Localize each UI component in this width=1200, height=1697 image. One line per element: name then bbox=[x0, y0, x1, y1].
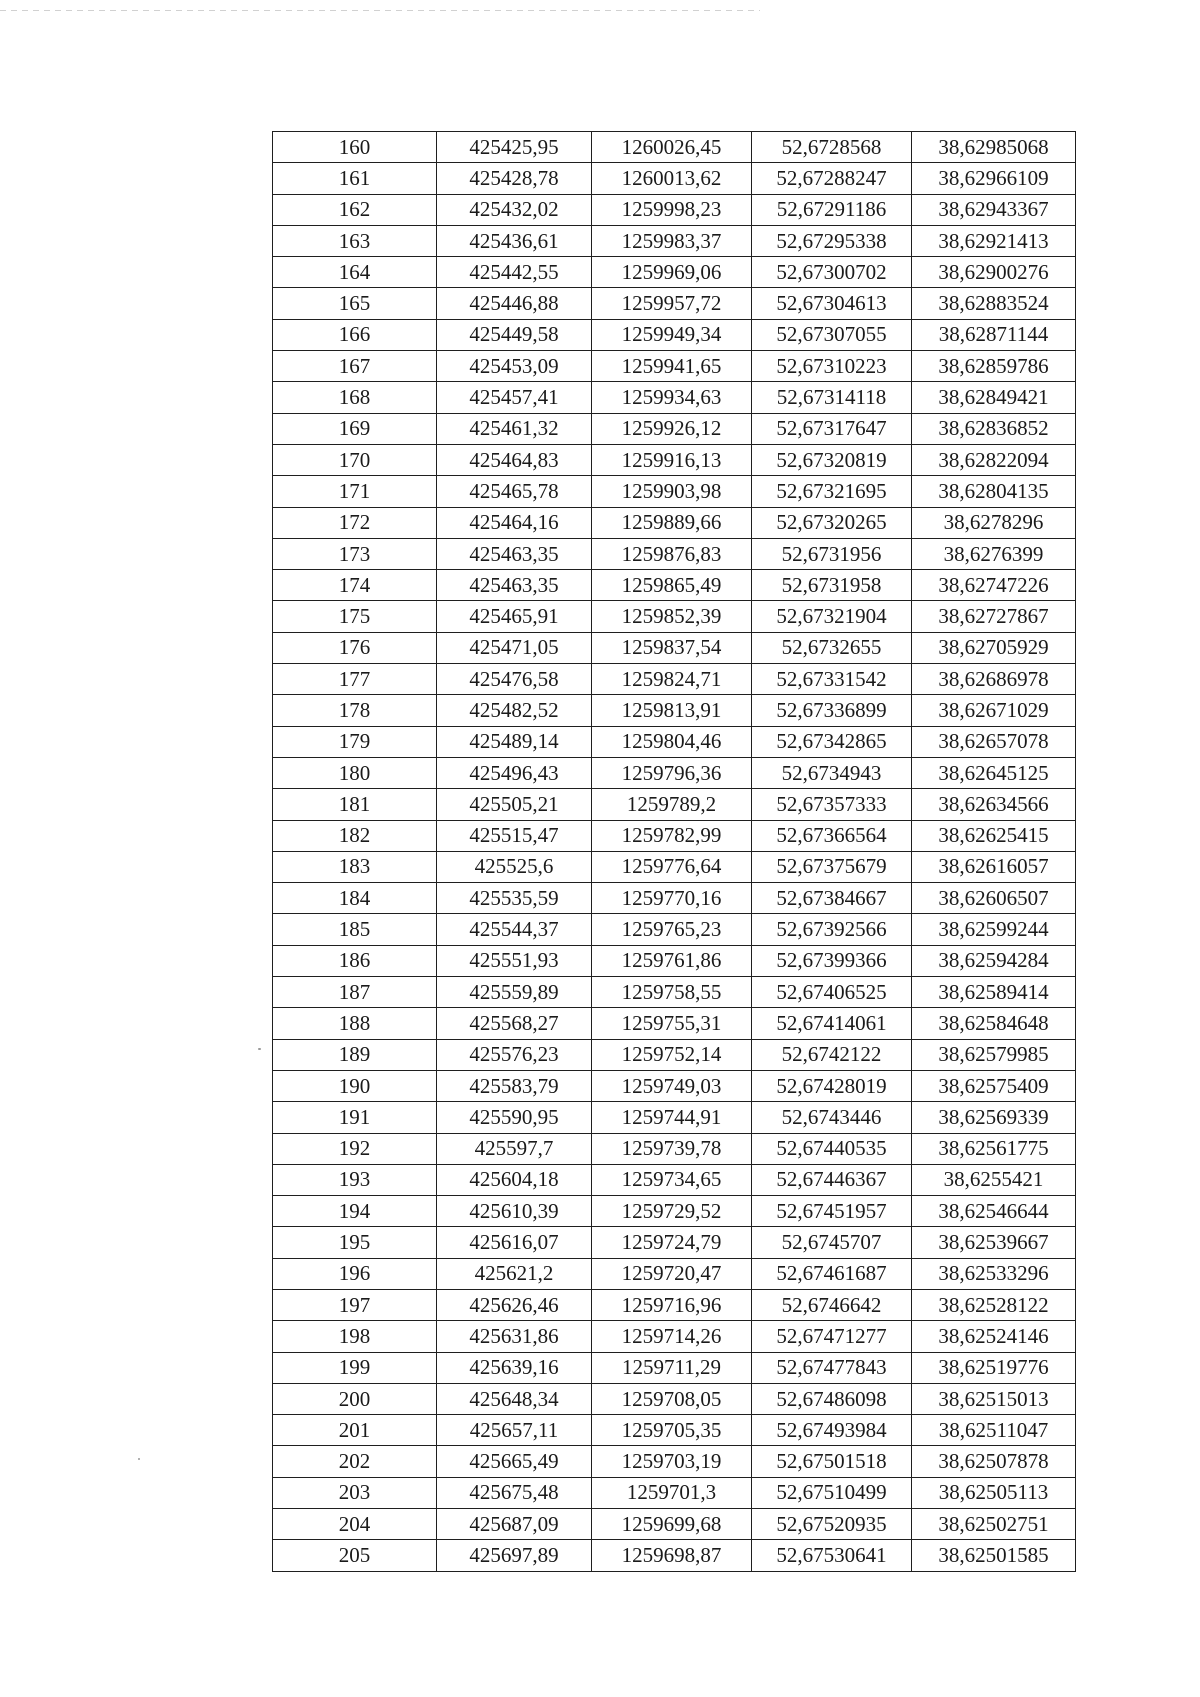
x-coordinate-cell: 425559,89 bbox=[437, 977, 592, 1008]
y-coordinate-cell: 1259934,63 bbox=[592, 382, 752, 413]
table-row bbox=[273, 319, 1076, 350]
y-coordinate-cell: 1259941,65 bbox=[592, 351, 752, 382]
y-coordinate-cell: 1259782,99 bbox=[592, 820, 752, 851]
latitude-cell: 52,6742122 bbox=[752, 1039, 912, 1070]
x-coordinate-cell: 425505,21 bbox=[437, 789, 592, 820]
table-row bbox=[273, 601, 1076, 632]
point-number-cell: 194 bbox=[273, 1196, 437, 1227]
latitude-cell: 52,67384667 bbox=[752, 883, 912, 914]
y-coordinate-cell: 1259949,34 bbox=[592, 319, 752, 350]
table-row bbox=[273, 570, 1076, 601]
latitude-cell: 52,67461687 bbox=[752, 1258, 912, 1289]
latitude-cell: 52,67317647 bbox=[752, 413, 912, 444]
table-row bbox=[273, 1039, 1076, 1070]
table-row bbox=[273, 757, 1076, 788]
x-coordinate-cell: 425465,91 bbox=[437, 601, 592, 632]
table-row bbox=[273, 538, 1076, 569]
y-coordinate-cell: 1259724,79 bbox=[592, 1227, 752, 1258]
longitude-cell: 38,62985068 bbox=[912, 132, 1076, 163]
y-coordinate-cell: 1260013,62 bbox=[592, 163, 752, 194]
x-coordinate-cell: 425597,7 bbox=[437, 1133, 592, 1164]
y-coordinate-cell: 1259705,35 bbox=[592, 1415, 752, 1446]
longitude-cell: 38,62747226 bbox=[912, 570, 1076, 601]
x-coordinate-cell: 425464,83 bbox=[437, 444, 592, 475]
point-number-cell: 176 bbox=[273, 632, 437, 663]
longitude-cell: 38,62921413 bbox=[912, 225, 1076, 256]
longitude-cell: 38,62966109 bbox=[912, 163, 1076, 194]
x-coordinate-cell: 425610,39 bbox=[437, 1196, 592, 1227]
y-coordinate-cell: 1259852,39 bbox=[592, 601, 752, 632]
point-number-cell: 162 bbox=[273, 194, 437, 225]
point-number-cell: 170 bbox=[273, 444, 437, 475]
x-coordinate-cell: 425525,6 bbox=[437, 851, 592, 882]
latitude-cell: 52,67331542 bbox=[752, 664, 912, 695]
longitude-cell: 38,62645125 bbox=[912, 757, 1076, 788]
y-coordinate-cell: 1259796,36 bbox=[592, 757, 752, 788]
y-coordinate-cell: 1259729,52 bbox=[592, 1196, 752, 1227]
coordinates-table-body bbox=[273, 132, 1076, 1572]
longitude-cell: 38,62546644 bbox=[912, 1196, 1076, 1227]
y-coordinate-cell: 1259720,47 bbox=[592, 1258, 752, 1289]
longitude-cell: 38,62616057 bbox=[912, 851, 1076, 882]
y-coordinate-cell: 1259708,05 bbox=[592, 1383, 752, 1414]
point-number-cell: 200 bbox=[273, 1383, 437, 1414]
x-coordinate-cell: 425675,48 bbox=[437, 1477, 592, 1508]
point-number-cell: 179 bbox=[273, 726, 437, 757]
table-row bbox=[273, 914, 1076, 945]
table-row bbox=[273, 476, 1076, 507]
latitude-cell: 52,6743446 bbox=[752, 1102, 912, 1133]
table-row bbox=[273, 883, 1076, 914]
table-row bbox=[273, 695, 1076, 726]
point-number-cell: 203 bbox=[273, 1477, 437, 1508]
latitude-cell: 52,67304613 bbox=[752, 288, 912, 319]
latitude-cell: 52,67530641 bbox=[752, 1540, 912, 1571]
y-coordinate-cell: 1259739,78 bbox=[592, 1133, 752, 1164]
table-row bbox=[273, 632, 1076, 663]
longitude-cell: 38,62594284 bbox=[912, 945, 1076, 976]
longitude-cell: 38,62569339 bbox=[912, 1102, 1076, 1133]
point-number-cell: 191 bbox=[273, 1102, 437, 1133]
y-coordinate-cell: 1259714,26 bbox=[592, 1321, 752, 1352]
point-number-cell: 190 bbox=[273, 1070, 437, 1101]
latitude-cell: 52,67428019 bbox=[752, 1070, 912, 1101]
x-coordinate-cell: 425621,2 bbox=[437, 1258, 592, 1289]
table-row bbox=[273, 1477, 1076, 1508]
point-number-cell: 196 bbox=[273, 1258, 437, 1289]
table-row bbox=[273, 194, 1076, 225]
point-number-cell: 186 bbox=[273, 945, 437, 976]
longitude-cell: 38,62501585 bbox=[912, 1540, 1076, 1571]
latitude-cell: 52,67336899 bbox=[752, 695, 912, 726]
latitude-cell: 52,67446367 bbox=[752, 1164, 912, 1195]
y-coordinate-cell: 1259903,98 bbox=[592, 476, 752, 507]
point-number-cell: 160 bbox=[273, 132, 437, 163]
latitude-cell: 52,67320819 bbox=[752, 444, 912, 475]
y-coordinate-cell: 1259776,64 bbox=[592, 851, 752, 882]
y-coordinate-cell: 1259804,46 bbox=[592, 726, 752, 757]
table-row bbox=[273, 851, 1076, 882]
longitude-cell: 38,62634566 bbox=[912, 789, 1076, 820]
x-coordinate-cell: 425583,79 bbox=[437, 1070, 592, 1101]
y-coordinate-cell: 1259755,31 bbox=[592, 1008, 752, 1039]
point-number-cell: 169 bbox=[273, 413, 437, 444]
latitude-cell: 52,6728568 bbox=[752, 132, 912, 163]
y-coordinate-cell: 1259813,91 bbox=[592, 695, 752, 726]
table-row bbox=[273, 664, 1076, 695]
point-number-cell: 202 bbox=[273, 1446, 437, 1477]
y-coordinate-cell: 1259865,49 bbox=[592, 570, 752, 601]
table-row bbox=[273, 945, 1076, 976]
latitude-cell: 52,67375679 bbox=[752, 851, 912, 882]
point-number-cell: 166 bbox=[273, 319, 437, 350]
y-coordinate-cell: 1259957,72 bbox=[592, 288, 752, 319]
latitude-cell: 52,6732655 bbox=[752, 632, 912, 663]
latitude-cell: 52,67451957 bbox=[752, 1196, 912, 1227]
latitude-cell: 52,67471277 bbox=[752, 1321, 912, 1352]
longitude-cell: 38,62507878 bbox=[912, 1446, 1076, 1477]
point-number-cell: 181 bbox=[273, 789, 437, 820]
scan-edge-line bbox=[0, 10, 760, 11]
longitude-cell: 38,62822094 bbox=[912, 444, 1076, 475]
longitude-cell: 38,62727867 bbox=[912, 601, 1076, 632]
longitude-cell: 38,62561775 bbox=[912, 1133, 1076, 1164]
x-coordinate-cell: 425604,18 bbox=[437, 1164, 592, 1195]
x-coordinate-cell: 425463,35 bbox=[437, 570, 592, 601]
table-row bbox=[273, 1352, 1076, 1383]
table-row bbox=[273, 820, 1076, 851]
longitude-cell: 38,62505113 bbox=[912, 1477, 1076, 1508]
point-number-cell: 199 bbox=[273, 1352, 437, 1383]
longitude-cell: 38,62519776 bbox=[912, 1352, 1076, 1383]
point-number-cell: 175 bbox=[273, 601, 437, 632]
latitude-cell: 52,67288247 bbox=[752, 163, 912, 194]
y-coordinate-cell: 1259734,65 bbox=[592, 1164, 752, 1195]
x-coordinate-cell: 425639,16 bbox=[437, 1352, 592, 1383]
x-coordinate-cell: 425657,11 bbox=[437, 1415, 592, 1446]
x-coordinate-cell: 425464,16 bbox=[437, 507, 592, 538]
latitude-cell: 52,67321695 bbox=[752, 476, 912, 507]
longitude-cell: 38,62589414 bbox=[912, 977, 1076, 1008]
scan-speck bbox=[258, 1048, 261, 1050]
latitude-cell: 52,67320265 bbox=[752, 507, 912, 538]
point-number-cell: 168 bbox=[273, 382, 437, 413]
point-number-cell: 204 bbox=[273, 1509, 437, 1540]
x-coordinate-cell: 425449,58 bbox=[437, 319, 592, 350]
y-coordinate-cell: 1259752,14 bbox=[592, 1039, 752, 1070]
y-coordinate-cell: 1259789,2 bbox=[592, 789, 752, 820]
x-coordinate-cell: 425432,02 bbox=[437, 194, 592, 225]
point-number-cell: 189 bbox=[273, 1039, 437, 1070]
longitude-cell: 38,62579985 bbox=[912, 1039, 1076, 1070]
x-coordinate-cell: 425535,59 bbox=[437, 883, 592, 914]
latitude-cell: 52,67486098 bbox=[752, 1383, 912, 1414]
x-coordinate-cell: 425461,32 bbox=[437, 413, 592, 444]
longitude-cell: 38,62900276 bbox=[912, 257, 1076, 288]
table-row bbox=[273, 132, 1076, 163]
table-row bbox=[273, 1196, 1076, 1227]
table-row bbox=[273, 726, 1076, 757]
table-row bbox=[273, 1164, 1076, 1195]
y-coordinate-cell: 1259770,16 bbox=[592, 883, 752, 914]
latitude-cell: 52,67392566 bbox=[752, 914, 912, 945]
y-coordinate-cell: 1259765,23 bbox=[592, 914, 752, 945]
x-coordinate-cell: 425568,27 bbox=[437, 1008, 592, 1039]
latitude-cell: 52,67520935 bbox=[752, 1509, 912, 1540]
x-coordinate-cell: 425463,35 bbox=[437, 538, 592, 569]
y-coordinate-cell: 1259837,54 bbox=[592, 632, 752, 663]
point-number-cell: 172 bbox=[273, 507, 437, 538]
y-coordinate-cell: 1259824,71 bbox=[592, 664, 752, 695]
point-number-cell: 185 bbox=[273, 914, 437, 945]
longitude-cell: 38,6278296 bbox=[912, 507, 1076, 538]
table-row bbox=[273, 1540, 1076, 1571]
table-row bbox=[273, 163, 1076, 194]
point-number-cell: 167 bbox=[273, 351, 437, 382]
y-coordinate-cell: 1259926,12 bbox=[592, 413, 752, 444]
point-number-cell: 182 bbox=[273, 820, 437, 851]
y-coordinate-cell: 1259889,66 bbox=[592, 507, 752, 538]
table-row bbox=[273, 257, 1076, 288]
latitude-cell: 52,67493984 bbox=[752, 1415, 912, 1446]
latitude-cell: 52,67310223 bbox=[752, 351, 912, 382]
x-coordinate-cell: 425551,93 bbox=[437, 945, 592, 976]
table-row bbox=[273, 1509, 1076, 1540]
table-row bbox=[273, 1446, 1076, 1477]
point-number-cell: 177 bbox=[273, 664, 437, 695]
point-number-cell: 198 bbox=[273, 1321, 437, 1352]
latitude-cell: 52,67399366 bbox=[752, 945, 912, 976]
x-coordinate-cell: 425482,52 bbox=[437, 695, 592, 726]
point-number-cell: 165 bbox=[273, 288, 437, 319]
x-coordinate-cell: 425590,95 bbox=[437, 1102, 592, 1133]
latitude-cell: 52,67414061 bbox=[752, 1008, 912, 1039]
latitude-cell: 52,6734943 bbox=[752, 757, 912, 788]
latitude-cell: 52,6746642 bbox=[752, 1289, 912, 1320]
longitude-cell: 38,62606507 bbox=[912, 883, 1076, 914]
longitude-cell: 38,62849421 bbox=[912, 382, 1076, 413]
y-coordinate-cell: 1259998,23 bbox=[592, 194, 752, 225]
latitude-cell: 52,6731958 bbox=[752, 570, 912, 601]
table-row bbox=[273, 1008, 1076, 1039]
x-coordinate-cell: 425465,78 bbox=[437, 476, 592, 507]
longitude-cell: 38,62511047 bbox=[912, 1415, 1076, 1446]
table-row bbox=[273, 444, 1076, 475]
table-row bbox=[273, 1415, 1076, 1446]
x-coordinate-cell: 425428,78 bbox=[437, 163, 592, 194]
longitude-cell: 38,62584648 bbox=[912, 1008, 1076, 1039]
point-number-cell: 171 bbox=[273, 476, 437, 507]
latitude-cell: 52,67314118 bbox=[752, 382, 912, 413]
point-number-cell: 193 bbox=[273, 1164, 437, 1195]
y-coordinate-cell: 1259699,68 bbox=[592, 1509, 752, 1540]
latitude-cell: 52,67477843 bbox=[752, 1352, 912, 1383]
y-coordinate-cell: 1259876,83 bbox=[592, 538, 752, 569]
longitude-cell: 38,62883524 bbox=[912, 288, 1076, 319]
longitude-cell: 38,6255421 bbox=[912, 1164, 1076, 1195]
x-coordinate-cell: 425544,37 bbox=[437, 914, 592, 945]
latitude-cell: 52,6745707 bbox=[752, 1227, 912, 1258]
table-row bbox=[273, 225, 1076, 256]
longitude-cell: 38,62599244 bbox=[912, 914, 1076, 945]
latitude-cell: 52,67440535 bbox=[752, 1133, 912, 1164]
table-row bbox=[273, 977, 1076, 1008]
y-coordinate-cell: 1259761,86 bbox=[592, 945, 752, 976]
x-coordinate-cell: 425687,09 bbox=[437, 1509, 592, 1540]
latitude-cell: 52,67321904 bbox=[752, 601, 912, 632]
table-row bbox=[273, 507, 1076, 538]
longitude-cell: 38,62686978 bbox=[912, 664, 1076, 695]
y-coordinate-cell: 1259716,96 bbox=[592, 1289, 752, 1320]
latitude-cell: 52,67510499 bbox=[752, 1477, 912, 1508]
x-coordinate-cell: 425697,89 bbox=[437, 1540, 592, 1571]
point-number-cell: 173 bbox=[273, 538, 437, 569]
longitude-cell: 38,62836852 bbox=[912, 413, 1076, 444]
point-number-cell: 163 bbox=[273, 225, 437, 256]
longitude-cell: 38,62943367 bbox=[912, 194, 1076, 225]
latitude-cell: 52,67307055 bbox=[752, 319, 912, 350]
longitude-cell: 38,62871144 bbox=[912, 319, 1076, 350]
x-coordinate-cell: 425471,05 bbox=[437, 632, 592, 663]
y-coordinate-cell: 1259969,06 bbox=[592, 257, 752, 288]
x-coordinate-cell: 425476,58 bbox=[437, 664, 592, 695]
y-coordinate-cell: 1259703,19 bbox=[592, 1446, 752, 1477]
x-coordinate-cell: 425446,88 bbox=[437, 288, 592, 319]
longitude-cell: 38,62524146 bbox=[912, 1321, 1076, 1352]
longitude-cell: 38,62625415 bbox=[912, 820, 1076, 851]
longitude-cell: 38,62705929 bbox=[912, 632, 1076, 663]
latitude-cell: 52,67366564 bbox=[752, 820, 912, 851]
y-coordinate-cell: 1259983,37 bbox=[592, 225, 752, 256]
point-number-cell: 164 bbox=[273, 257, 437, 288]
x-coordinate-cell: 425665,49 bbox=[437, 1446, 592, 1477]
x-coordinate-cell: 425442,55 bbox=[437, 257, 592, 288]
x-coordinate-cell: 425631,86 bbox=[437, 1321, 592, 1352]
point-number-cell: 197 bbox=[273, 1289, 437, 1320]
latitude-cell: 52,67357333 bbox=[752, 789, 912, 820]
table-row bbox=[273, 1227, 1076, 1258]
x-coordinate-cell: 425425,95 bbox=[437, 132, 592, 163]
x-coordinate-cell: 425453,09 bbox=[437, 351, 592, 382]
table-row bbox=[273, 413, 1076, 444]
longitude-cell: 38,62515013 bbox=[912, 1383, 1076, 1414]
table-row bbox=[273, 789, 1076, 820]
longitude-cell: 38,62502751 bbox=[912, 1509, 1076, 1540]
y-coordinate-cell: 1259701,3 bbox=[592, 1477, 752, 1508]
table-row bbox=[273, 382, 1076, 413]
point-number-cell: 161 bbox=[273, 163, 437, 194]
y-coordinate-cell: 1259758,55 bbox=[592, 977, 752, 1008]
latitude-cell: 52,6731956 bbox=[752, 538, 912, 569]
point-number-cell: 192 bbox=[273, 1133, 437, 1164]
x-coordinate-cell: 425616,07 bbox=[437, 1227, 592, 1258]
table-row bbox=[273, 1133, 1076, 1164]
point-number-cell: 187 bbox=[273, 977, 437, 1008]
point-number-cell: 201 bbox=[273, 1415, 437, 1446]
point-number-cell: 178 bbox=[273, 695, 437, 726]
point-number-cell: 205 bbox=[273, 1540, 437, 1571]
x-coordinate-cell: 425436,61 bbox=[437, 225, 592, 256]
x-coordinate-cell: 425489,14 bbox=[437, 726, 592, 757]
latitude-cell: 52,67406525 bbox=[752, 977, 912, 1008]
longitude-cell: 38,62533296 bbox=[912, 1258, 1076, 1289]
latitude-cell: 52,67295338 bbox=[752, 225, 912, 256]
table-row bbox=[273, 1070, 1076, 1101]
longitude-cell: 38,62575409 bbox=[912, 1070, 1076, 1101]
x-coordinate-cell: 425496,43 bbox=[437, 757, 592, 788]
point-number-cell: 195 bbox=[273, 1227, 437, 1258]
table-row bbox=[273, 1102, 1076, 1133]
longitude-cell: 38,62671029 bbox=[912, 695, 1076, 726]
point-number-cell: 183 bbox=[273, 851, 437, 882]
coordinates-table bbox=[272, 131, 1076, 1572]
latitude-cell: 52,67300702 bbox=[752, 257, 912, 288]
table-row bbox=[273, 288, 1076, 319]
x-coordinate-cell: 425576,23 bbox=[437, 1039, 592, 1070]
table-row bbox=[273, 1321, 1076, 1352]
latitude-cell: 52,67342865 bbox=[752, 726, 912, 757]
table-row bbox=[273, 1258, 1076, 1289]
longitude-cell: 38,62859786 bbox=[912, 351, 1076, 382]
y-coordinate-cell: 1259749,03 bbox=[592, 1070, 752, 1101]
x-coordinate-cell: 425626,46 bbox=[437, 1289, 592, 1320]
y-coordinate-cell: 1259744,91 bbox=[592, 1102, 752, 1133]
y-coordinate-cell: 1259711,29 bbox=[592, 1352, 752, 1383]
x-coordinate-cell: 425515,47 bbox=[437, 820, 592, 851]
latitude-cell: 52,67501518 bbox=[752, 1446, 912, 1477]
table-row bbox=[273, 1289, 1076, 1320]
table-row bbox=[273, 1383, 1076, 1414]
point-number-cell: 184 bbox=[273, 883, 437, 914]
point-number-cell: 188 bbox=[273, 1008, 437, 1039]
longitude-cell: 38,62804135 bbox=[912, 476, 1076, 507]
longitude-cell: 38,62657078 bbox=[912, 726, 1076, 757]
scan-speck bbox=[138, 1458, 140, 1460]
y-coordinate-cell: 1260026,45 bbox=[592, 132, 752, 163]
longitude-cell: 38,6276399 bbox=[912, 538, 1076, 569]
longitude-cell: 38,62528122 bbox=[912, 1289, 1076, 1320]
y-coordinate-cell: 1259916,13 bbox=[592, 444, 752, 475]
point-number-cell: 174 bbox=[273, 570, 437, 601]
x-coordinate-cell: 425457,41 bbox=[437, 382, 592, 413]
table-row bbox=[273, 351, 1076, 382]
point-number-cell: 180 bbox=[273, 757, 437, 788]
x-coordinate-cell: 425648,34 bbox=[437, 1383, 592, 1414]
y-coordinate-cell: 1259698,87 bbox=[592, 1540, 752, 1571]
longitude-cell: 38,62539667 bbox=[912, 1227, 1076, 1258]
latitude-cell: 52,67291186 bbox=[752, 194, 912, 225]
